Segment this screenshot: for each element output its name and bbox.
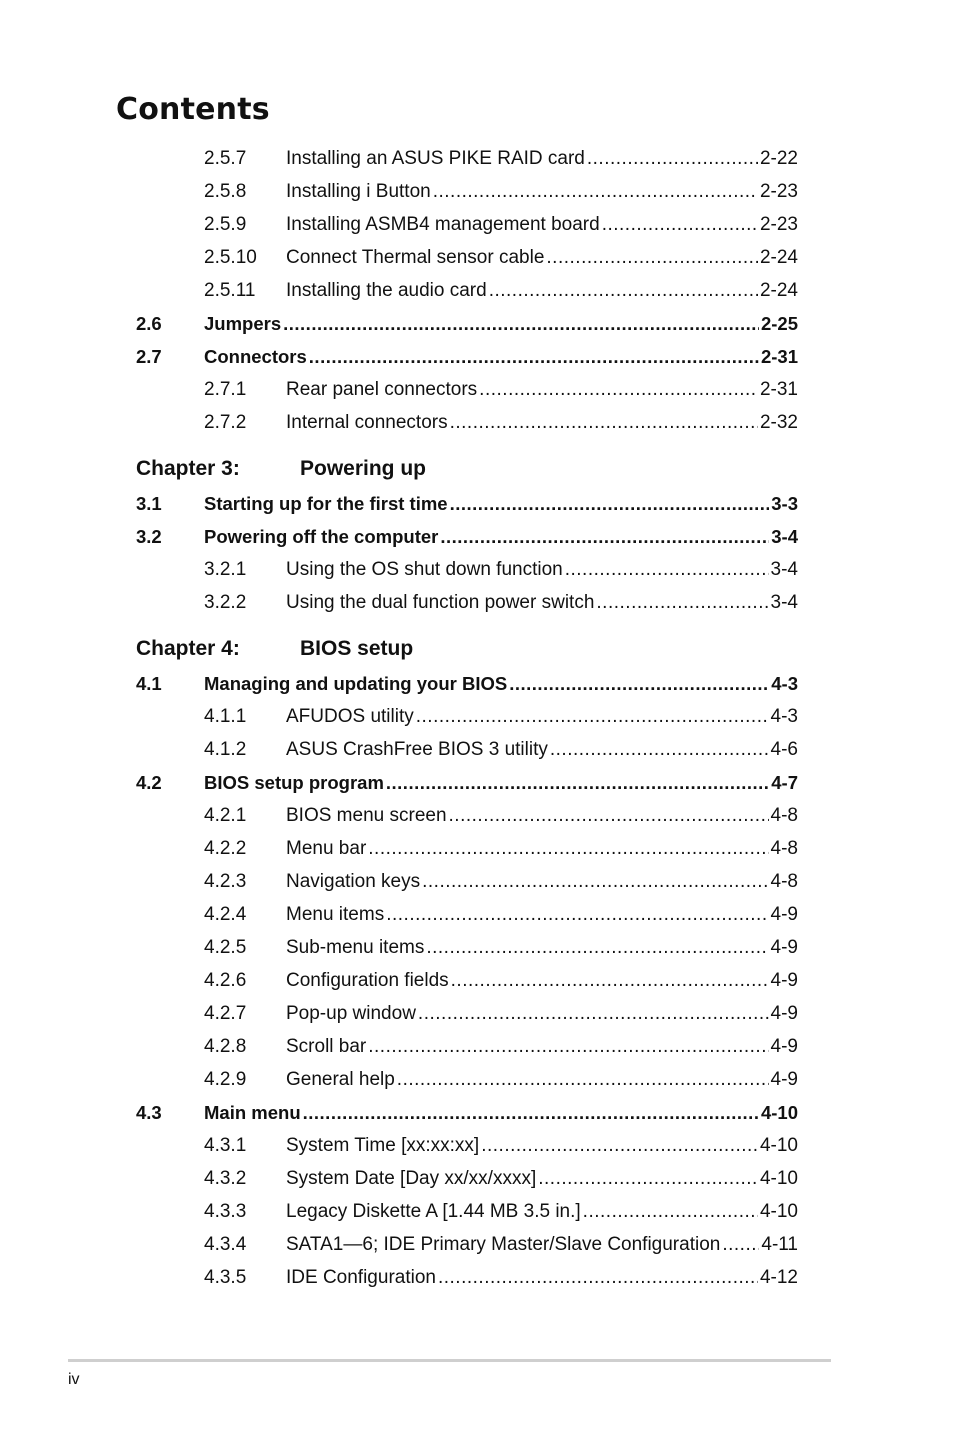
toc-entry-page: 2-31 <box>759 379 798 400</box>
toc-entry-title: Pop-up window <box>286 1003 416 1024</box>
toc-entry-number: 2.7.2 <box>204 412 247 433</box>
toc-dot-leader <box>451 964 769 997</box>
toc-subsection-entry[interactable] <box>136 1261 798 1294</box>
toc-entry-number: 2.6 <box>136 313 162 334</box>
toc-entry-page: 4-6 <box>770 739 798 760</box>
toc-entry-title: Menu bar <box>286 838 367 859</box>
toc-subsection-entry[interactable] <box>136 553 798 586</box>
toc-entry-page: 4-8 <box>770 838 798 859</box>
toc-dot-leader <box>386 766 769 799</box>
toc-entry-page: 4-10 <box>759 1168 798 1189</box>
toc-entry-number: 4.3 <box>136 1102 162 1123</box>
toc-dot-leader <box>596 586 768 619</box>
toc-entry-title: Installing an ASUS PIKE RAID card <box>286 148 585 169</box>
footer-page-number: iv <box>68 1371 80 1388</box>
toc-subsection-entry[interactable] <box>136 406 798 439</box>
page-title: Contents <box>116 92 270 127</box>
toc-entry-number: 3.2.1 <box>204 559 247 580</box>
chapter-label: Chapter 3: <box>136 457 240 480</box>
toc-entry-title: Connectors <box>204 346 307 367</box>
toc-subsection-entry[interactable] <box>136 1030 798 1063</box>
footer-divider <box>68 1359 831 1362</box>
toc-dot-leader <box>283 307 759 340</box>
toc-dot-leader <box>509 667 769 700</box>
chapter-label: Chapter 4: <box>136 637 240 660</box>
toc-entry-page: 4-10 <box>759 1201 798 1222</box>
toc-subsection-entry[interactable] <box>136 1129 798 1162</box>
toc-entry-page: 4-9 <box>770 904 798 925</box>
toc-entry-page: 3-4 <box>770 592 798 613</box>
toc-entry-title: Using the OS shut down function <box>286 559 563 580</box>
toc-dot-leader <box>489 274 758 307</box>
toc-entry-number: 4.3.3 <box>204 1201 247 1222</box>
toc-entry-title: BIOS setup program <box>204 772 384 793</box>
toc-entry-page: 2-22 <box>759 148 798 169</box>
toc-entry-number: 4.2.3 <box>204 871 247 892</box>
toc-entry-number: 4.2.6 <box>204 970 247 991</box>
toc-entry-number: 4.2.7 <box>204 1003 247 1024</box>
toc-entry-page: 2-25 <box>760 313 798 334</box>
toc-entry-page: 4-3 <box>771 673 798 694</box>
chapter-title: Powering up <box>300 457 426 480</box>
toc-entry-title: Installing ASMB4 management board <box>286 214 600 235</box>
toc-entry-title: General help <box>286 1069 395 1090</box>
toc-dot-leader <box>422 865 768 898</box>
toc-entry-number: 4.2.4 <box>204 904 247 925</box>
toc-entry-title: BIOS menu screen <box>286 805 447 826</box>
toc-entry-page: 2-32 <box>759 412 798 433</box>
toc-entry-page: 2-24 <box>759 247 798 268</box>
toc-subsection-entry[interactable] <box>136 832 798 865</box>
toc-entry-page: 2-23 <box>759 214 798 235</box>
toc-entry-number: 2.5.11 <box>204 280 256 301</box>
toc-dot-leader <box>426 931 768 964</box>
chapter-heading <box>136 451 798 487</box>
toc-subsection-entry[interactable] <box>136 1063 798 1096</box>
toc-section-entry[interactable] <box>136 520 798 553</box>
toc-entry-number: 4.2.2 <box>204 838 247 859</box>
toc-subsection-entry[interactable] <box>136 175 798 208</box>
toc-entry-number: 4.3.1 <box>204 1135 247 1156</box>
toc-subsection-entry[interactable] <box>136 898 798 931</box>
toc-entry-title: SATA1—6; IDE Primary Master/Slave Configuration <box>286 1234 721 1255</box>
toc-entry-title: Starting up for the first time <box>204 493 448 514</box>
toc-entry-page: 2-31 <box>760 346 798 367</box>
toc-entry-title: Navigation keys <box>286 871 421 892</box>
toc-entry-title: IDE Configuration <box>286 1267 436 1288</box>
toc-entry-title: Installing the audio card <box>286 280 487 301</box>
toc-entry-number: 4.2 <box>136 772 162 793</box>
toc-entry-page: 2-24 <box>759 280 798 301</box>
toc-section-entry[interactable] <box>136 667 798 700</box>
toc-entry-page: 3-4 <box>770 559 798 580</box>
toc-dot-leader <box>416 700 769 733</box>
toc-dot-leader <box>433 175 758 208</box>
toc-subsection-entry[interactable] <box>136 373 798 406</box>
toc-entry-page: 2-23 <box>759 181 798 202</box>
toc-entry-number: 3.2 <box>136 526 162 547</box>
toc-entry-title: Legacy Diskette A [1.44 MB 3.5 in.] <box>286 1201 581 1222</box>
toc-dot-leader <box>368 1030 768 1063</box>
toc-entry-number: 2.5.10 <box>204 247 257 268</box>
toc-entry-title: Scroll bar <box>286 1036 367 1057</box>
toc-entry-number: 4.2.9 <box>204 1069 247 1090</box>
toc-subsection-entry[interactable] <box>136 241 798 274</box>
toc-entry-title: Managing and updating your BIOS <box>204 673 508 694</box>
toc-entry-title: Installing i Button <box>286 181 431 202</box>
toc-entry-number: 4.3.5 <box>204 1267 247 1288</box>
toc-dot-leader <box>479 373 758 406</box>
toc-dot-leader <box>550 733 769 766</box>
toc-entry-title: Connect Thermal sensor cable <box>286 247 545 268</box>
toc-subsection-entry[interactable] <box>136 799 798 832</box>
toc-dot-leader <box>440 520 769 553</box>
toc-entry-title: Using the dual function power switch <box>286 592 595 613</box>
toc-entry-number: 4.1.2 <box>204 739 247 760</box>
toc-entry-title: System Time [xx:xx:xx] <box>286 1135 480 1156</box>
toc-entry-page: 4-9 <box>770 1069 798 1090</box>
toc-dot-leader <box>397 1063 769 1096</box>
toc-entry-number: 3.1 <box>136 493 162 514</box>
table-of-contents <box>136 142 798 1294</box>
toc-dot-leader <box>438 1261 758 1294</box>
toc-entry-title: Rear panel connectors <box>286 379 478 400</box>
toc-entry-number: 4.3.2 <box>204 1168 247 1189</box>
toc-section-entry[interactable] <box>136 766 798 799</box>
toc-dot-leader <box>386 898 768 931</box>
toc-entry-page: 3-4 <box>771 526 798 547</box>
toc-subsection-entry[interactable] <box>136 997 798 1030</box>
toc-subsection-entry[interactable] <box>136 700 798 733</box>
chapter-title: BIOS setup <box>300 637 414 660</box>
toc-entry-page: 4-11 <box>761 1234 798 1255</box>
toc-subsection-entry[interactable] <box>136 274 798 307</box>
toc-section-entry[interactable] <box>136 340 798 373</box>
toc-entry-number: 2.5.9 <box>204 214 247 235</box>
toc-entry-number: 4.1.1 <box>204 706 247 727</box>
toc-dot-leader <box>450 487 770 520</box>
toc-entry-page: 4-9 <box>770 1003 798 1024</box>
toc-entry-number: 4.1 <box>136 673 162 694</box>
toc-entry-title: Powering off the computer <box>204 526 439 547</box>
toc-dot-leader <box>722 1228 759 1261</box>
toc-entry-page: 4-10 <box>760 1102 798 1123</box>
toc-dot-leader <box>309 340 759 373</box>
toc-dot-leader <box>583 1195 758 1228</box>
toc-entry-title: Internal connectors <box>286 412 448 433</box>
toc-entry-number: 4.2.5 <box>204 937 247 958</box>
toc-entry-page: 4-7 <box>771 772 798 793</box>
toc-dot-leader <box>303 1096 759 1129</box>
toc-subsection-entry[interactable] <box>136 142 798 175</box>
toc-entry-title: ASUS CrashFree BIOS 3 utility <box>286 739 548 760</box>
toc-entry-page: 4-9 <box>770 937 798 958</box>
toc-dot-leader <box>368 832 768 865</box>
toc-entry-number: 4.3.4 <box>204 1234 247 1255</box>
toc-entry-title: AFUDOS utility <box>286 706 414 727</box>
toc-section-entry[interactable] <box>136 487 798 520</box>
toc-entry-number: 4.2.8 <box>204 1036 247 1057</box>
toc-entry-page: 4-12 <box>759 1267 798 1288</box>
toc-subsection-entry[interactable] <box>136 931 798 964</box>
toc-dot-leader <box>418 997 769 1030</box>
toc-entry-page: 4-8 <box>770 871 798 892</box>
toc-entry-page: 4-8 <box>770 805 798 826</box>
toc-entry-page: 4-9 <box>770 970 798 991</box>
toc-dot-leader <box>538 1162 758 1195</box>
toc-subsection-entry[interactable] <box>136 1195 798 1228</box>
toc-subsection-entry[interactable] <box>136 208 798 241</box>
toc-entry-number: 4.2.1 <box>204 805 247 826</box>
toc-entry-title: Menu items <box>286 904 385 925</box>
toc-entry-title: Sub-menu items <box>286 937 425 958</box>
toc-dot-leader <box>565 553 769 586</box>
toc-dot-leader <box>546 241 758 274</box>
toc-entry-title: Main menu <box>204 1102 301 1123</box>
toc-dot-leader <box>602 208 758 241</box>
toc-entry-number: 2.7.1 <box>204 379 247 400</box>
toc-subsection-entry[interactable] <box>136 586 798 619</box>
toc-subsection-entry[interactable] <box>136 964 798 997</box>
toc-entry-title: System Date [Day xx/xx/xxxx] <box>286 1168 537 1189</box>
toc-dot-leader <box>449 799 769 832</box>
toc-subsection-entry[interactable] <box>136 1162 798 1195</box>
toc-entry-title: Jumpers <box>204 313 282 334</box>
toc-entry-page: 3-3 <box>771 493 798 514</box>
toc-subsection-entry[interactable] <box>136 733 798 766</box>
toc-section-entry[interactable] <box>136 1096 798 1129</box>
toc-entry-number: 2.7 <box>136 346 162 367</box>
toc-dot-leader <box>587 142 758 175</box>
toc-entry-page: 4-9 <box>770 1036 798 1057</box>
toc-dot-leader <box>450 406 758 439</box>
toc-section-entry[interactable] <box>136 307 798 340</box>
toc-entry-page: 4-10 <box>759 1135 798 1156</box>
chapter-heading <box>136 631 798 667</box>
toc-entry-title: Configuration fields <box>286 970 449 991</box>
toc-entry-number: 2.5.8 <box>204 181 247 202</box>
toc-subsection-entry[interactable] <box>136 1228 798 1261</box>
toc-subsection-entry[interactable] <box>136 865 798 898</box>
toc-entry-page: 4-3 <box>770 706 798 727</box>
toc-entry-number: 2.5.7 <box>204 148 247 169</box>
toc-dot-leader <box>481 1129 758 1162</box>
toc-entry-number: 3.2.2 <box>204 592 247 613</box>
